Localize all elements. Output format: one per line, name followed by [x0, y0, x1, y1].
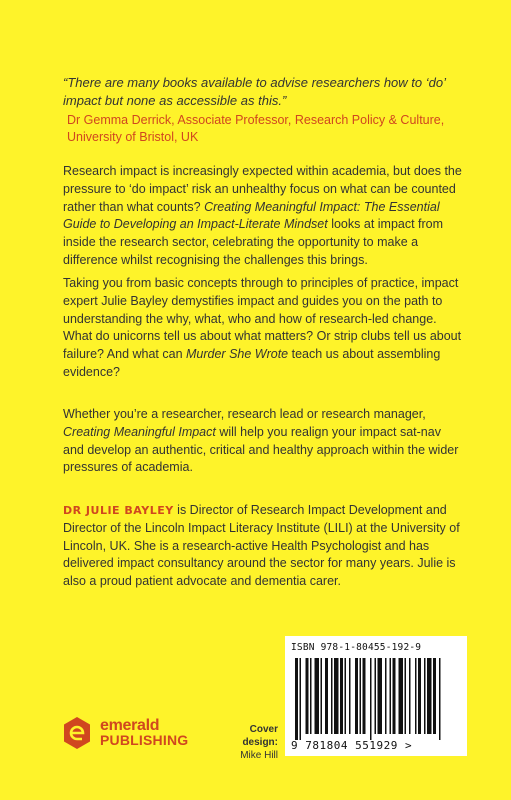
barcode-bar: [363, 658, 366, 734]
barcode-bar: [390, 658, 392, 734]
cover-design-credit: [218, 723, 278, 762]
barcode-bar: [355, 658, 358, 734]
barcode-bar: [306, 658, 309, 734]
barcode-bar: [360, 658, 362, 734]
cover-designer-name: Mike Hill: [240, 750, 278, 761]
endorsement-quote: “There are many books available to advise researchers how to ‘do’ impact but none as accessible as this.”: [63, 75, 446, 108]
barcode-bar: [334, 658, 339, 734]
barcode-bar: [349, 658, 351, 734]
isbn-number: ISBN 978-1-80455-192-9: [291, 642, 422, 653]
publisher-logo: [62, 713, 202, 753]
blurb-text: looks at impact from inside the research sector, celebrating the opportunity to make a difference whilst recognising the challenges this brings.: [63, 217, 444, 267]
barcode-bar: [424, 658, 426, 734]
barcode-bar: [331, 658, 333, 734]
blurb-paragraph-3: [63, 406, 463, 477]
barcode-bar: [295, 658, 298, 740]
barcode-bar: [315, 658, 320, 734]
barcode-bar: [393, 658, 396, 734]
quote-attribution: Dr Gemma Derrick, Associate Professor, Research Policy & Culture, University of Bristol, UK: [67, 113, 445, 144]
barcode-bar: [340, 658, 343, 734]
book-title: Creating Meaningful Impact: The Essential Guide to Developing an Impact-Literate Mindset: [63, 199, 440, 232]
blurb-text: teach us about assembling evidence?: [63, 347, 441, 379]
blurb-text: Research impact is increasingly expected within academia, but does the pressure to ‘do impact’ risk an unhealthy focus on what can be counted rather than what counts?: [63, 164, 462, 214]
barcode-bar: [385, 658, 387, 734]
barcode-bar: [418, 658, 421, 734]
emerald-logo-icon: [62, 716, 92, 750]
barcode-bar: [399, 658, 404, 734]
barcode-bar: [370, 658, 372, 740]
barcode-digits: 9 781804 551929 >: [291, 739, 413, 752]
blurb-text: Taking you from basic concepts through to principles of practice, impact expert Julie Bayley demystifies impact and guides you on the path to understanding the why, what, who and how of research-led change. What do unicorns tell us about what matters? Or strip clubs tell us about failure? And what can: [63, 276, 462, 362]
publisher-wordmark: [100, 718, 188, 748]
barcode-bar: [433, 658, 436, 734]
barcode-bar: [439, 658, 441, 740]
barcode-bar: [427, 658, 432, 734]
blurb-text: will help you realign your impact sat-nav and develop an authentic, critical and healthy approach within the wider pressures of academia.: [63, 424, 459, 475]
cover-design-label: Cover design:: [242, 724, 278, 748]
blurb-paragraph-1: [63, 163, 463, 270]
publisher-name-line1: emerald: [100, 717, 160, 734]
barcode-bar: [378, 658, 383, 734]
barcode-bar: [325, 658, 328, 734]
tv-show-title: Murder She Wrote: [186, 347, 289, 362]
barcode-bar: [415, 658, 417, 734]
book-title: Creating Meaningful Impact: [63, 424, 216, 439]
blurb-paragraph-2: [63, 275, 463, 382]
publisher-name-line2: PUBLISHING: [100, 732, 189, 748]
barcode-bar: [405, 658, 407, 734]
barcode-bar: [345, 658, 347, 734]
blurb-text: Whether you’re a researcher, research lead or research manager,: [63, 407, 426, 421]
barcode-bars: [293, 658, 461, 740]
barcode-bar: [375, 658, 377, 734]
barcode-bar: [409, 658, 411, 734]
author-bio: [63, 502, 463, 591]
barcode-bar: [300, 658, 302, 740]
isbn-barcode: [285, 636, 467, 756]
barcode-bar: [310, 658, 312, 734]
barcode-bar: [321, 658, 323, 734]
author-bio-text: is Director of Research Impact Development and Director of the Lincoln Impact Literacy Institute (LILI) at the University of Lincoln, UK. She is a research-active Health Psychologist and has delivered impact consultancy around the sector for many years. Julie is also a proud patient advocate and dementia carer.: [63, 503, 460, 589]
author-name: DR JULIE BAYLEY: [63, 504, 174, 517]
